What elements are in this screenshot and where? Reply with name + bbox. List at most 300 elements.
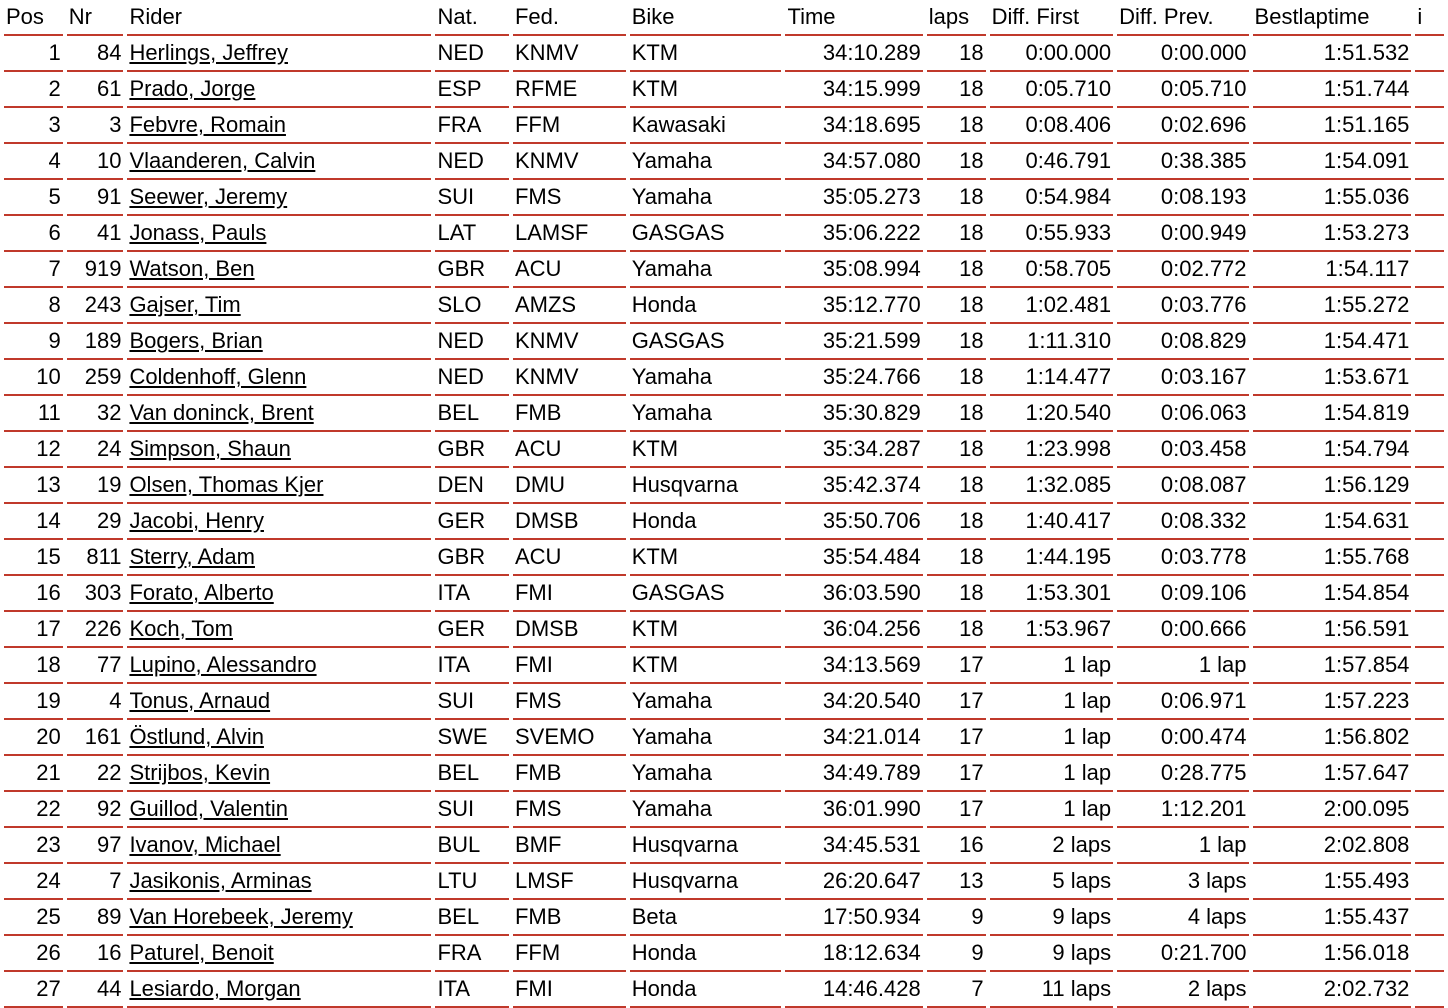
cell-nat: NED xyxy=(435,360,508,396)
header-laps: laps xyxy=(927,0,986,36)
cell-pos: 11 xyxy=(4,396,63,432)
cell-diff-first: 0:46.791 xyxy=(990,144,1114,180)
cell-rider xyxy=(127,252,431,288)
cell-time: 36:03.590 xyxy=(785,576,922,612)
cell-diff-first: 1 lap xyxy=(990,648,1114,684)
cell-rider xyxy=(127,72,431,108)
cell-fed: SVEMO xyxy=(513,720,626,756)
cell-extra xyxy=(1415,504,1444,540)
cell-nr: 77 xyxy=(67,648,124,684)
cell-bestlaptime: 1:56.018 xyxy=(1253,936,1412,972)
cell-diff-prev: 0:08.193 xyxy=(1117,180,1248,216)
cell-nr: 97 xyxy=(67,828,124,864)
table-row xyxy=(4,756,1444,792)
rider-link[interactable]: Jacobi, Henry xyxy=(129,508,264,533)
cell-diff-first: 1:53.967 xyxy=(990,612,1114,648)
cell-diff-prev: 1 lap xyxy=(1117,828,1248,864)
cell-diff-first: 5 laps xyxy=(990,864,1114,900)
cell-bestlaptime: 1:54.819 xyxy=(1253,396,1412,432)
cell-laps: 18 xyxy=(927,576,986,612)
table-row xyxy=(4,720,1444,756)
cell-fed: FFM xyxy=(513,936,626,972)
cell-diff-prev: 0:06.063 xyxy=(1117,396,1248,432)
cell-nr: 24 xyxy=(67,432,124,468)
cell-rider xyxy=(127,648,431,684)
table-header xyxy=(4,0,1444,36)
cell-nr: 19 xyxy=(67,468,124,504)
cell-rider xyxy=(127,468,431,504)
cell-extra xyxy=(1415,72,1444,108)
cell-rider xyxy=(127,828,431,864)
cell-rider xyxy=(127,36,431,72)
cell-bike: Yamaha xyxy=(630,792,782,828)
table-row xyxy=(4,432,1444,468)
cell-time: 35:54.484 xyxy=(785,540,922,576)
cell-diff-prev: 0:03.776 xyxy=(1117,288,1248,324)
cell-time: 35:12.770 xyxy=(785,288,922,324)
cell-diff-prev: 0:02.772 xyxy=(1117,252,1248,288)
cell-fed: LAMSF xyxy=(513,216,626,252)
cell-extra xyxy=(1415,252,1444,288)
cell-laps: 18 xyxy=(927,144,986,180)
rider-link[interactable]: Simpson, Shaun xyxy=(129,436,291,461)
cell-diff-first: 1:11.310 xyxy=(990,324,1114,360)
cell-bestlaptime: 1:55.036 xyxy=(1253,180,1412,216)
cell-nr: 259 xyxy=(67,360,124,396)
cell-nat: FRA xyxy=(435,936,508,972)
table-row xyxy=(4,72,1444,108)
cell-diff-prev: 0:28.775 xyxy=(1117,756,1248,792)
cell-nat: ITA xyxy=(435,576,508,612)
cell-laps: 18 xyxy=(927,216,986,252)
cell-pos: 14 xyxy=(4,504,63,540)
cell-extra xyxy=(1415,756,1444,792)
cell-diff-first: 0:08.406 xyxy=(990,108,1114,144)
cell-bike: Yamaha xyxy=(630,756,782,792)
table-row xyxy=(4,396,1444,432)
cell-extra xyxy=(1415,864,1444,900)
cell-pos: 1 xyxy=(4,36,63,72)
cell-laps: 7 xyxy=(927,972,986,1008)
cell-bestlaptime: 1:57.223 xyxy=(1253,684,1412,720)
cell-laps: 17 xyxy=(927,792,986,828)
cell-bike: Yamaha xyxy=(630,684,782,720)
cell-bike: Honda xyxy=(630,972,782,1008)
cell-bike: KTM xyxy=(630,72,782,108)
cell-bestlaptime: 1:55.272 xyxy=(1253,288,1412,324)
cell-pos: 18 xyxy=(4,648,63,684)
cell-nat: ITA xyxy=(435,972,508,1008)
cell-bike: Honda xyxy=(630,936,782,972)
cell-nat: GBR xyxy=(435,432,508,468)
cell-bike: GASGAS xyxy=(630,216,782,252)
table-row xyxy=(4,936,1444,972)
cell-pos: 2 xyxy=(4,72,63,108)
cell-nr: 10 xyxy=(67,144,124,180)
cell-laps: 16 xyxy=(927,828,986,864)
cell-nat: GER xyxy=(435,504,508,540)
cell-diff-prev: 0:00.000 xyxy=(1117,36,1248,72)
cell-time: 34:13.569 xyxy=(785,648,922,684)
rider-link[interactable]: Paturel, Benoit xyxy=(129,940,274,965)
cell-bestlaptime: 2:02.732 xyxy=(1253,972,1412,1008)
cell-nat: BEL xyxy=(435,900,508,936)
cell-pos: 10 xyxy=(4,360,63,396)
cell-diff-first: 1:53.301 xyxy=(990,576,1114,612)
cell-nat: FRA xyxy=(435,108,508,144)
table-row xyxy=(4,36,1444,72)
cell-nr: 32 xyxy=(67,396,124,432)
cell-bike: Kawasaki xyxy=(630,108,782,144)
table-body xyxy=(4,36,1444,1008)
cell-laps: 9 xyxy=(927,900,986,936)
cell-laps: 18 xyxy=(927,396,986,432)
rider-link[interactable]: Seewer, Jeremy xyxy=(129,184,288,209)
cell-diff-first: 1 lap xyxy=(990,792,1114,828)
cell-extra xyxy=(1415,36,1444,72)
cell-rider xyxy=(127,180,431,216)
cell-nr: 84 xyxy=(67,36,124,72)
cell-extra xyxy=(1415,792,1444,828)
cell-nr: 89 xyxy=(67,900,124,936)
cell-time: 34:57.080 xyxy=(785,144,922,180)
cell-extra xyxy=(1415,288,1444,324)
cell-extra xyxy=(1415,972,1444,1008)
cell-diff-prev: 0:38.385 xyxy=(1117,144,1248,180)
cell-rider xyxy=(127,720,431,756)
cell-rider xyxy=(127,360,431,396)
cell-nat: NED xyxy=(435,36,508,72)
table-row xyxy=(4,108,1444,144)
cell-extra xyxy=(1415,396,1444,432)
cell-diff-first: 9 laps xyxy=(990,900,1114,936)
cell-rider xyxy=(127,432,431,468)
cell-laps: 18 xyxy=(927,108,986,144)
cell-diff-prev: 0:00.474 xyxy=(1117,720,1248,756)
cell-nat: ESP xyxy=(435,72,508,108)
cell-nr: 919 xyxy=(67,252,124,288)
cell-diff-prev: 0:05.710 xyxy=(1117,72,1248,108)
cell-extra xyxy=(1415,468,1444,504)
rider-link[interactable]: Tonus, Arnaud xyxy=(129,688,271,713)
cell-nat: GBR xyxy=(435,540,508,576)
cell-rider xyxy=(127,288,431,324)
cell-diff-first: 0:00.000 xyxy=(990,36,1114,72)
rider-link[interactable]: Coldenhoff, Glenn xyxy=(129,364,307,389)
cell-diff-first: 1:32.085 xyxy=(990,468,1114,504)
cell-bike: Husqvarna xyxy=(630,828,782,864)
header-nat: Nat. xyxy=(435,0,508,36)
cell-rider xyxy=(127,936,431,972)
cell-nat: NED xyxy=(435,144,508,180)
cell-extra xyxy=(1415,216,1444,252)
header-diff-prev: Diff. Prev. xyxy=(1117,0,1248,36)
cell-laps: 18 xyxy=(927,360,986,396)
cell-fed: KNMV xyxy=(513,36,626,72)
rider-link[interactable]: Jasikonis, Arminas xyxy=(129,868,312,893)
cell-pos: 4 xyxy=(4,144,63,180)
cell-bestlaptime: 1:54.794 xyxy=(1253,432,1412,468)
cell-extra xyxy=(1415,828,1444,864)
header-pos: Pos xyxy=(4,0,63,36)
table-row xyxy=(4,468,1444,504)
cell-nr: 189 xyxy=(67,324,124,360)
cell-diff-prev: 0:02.696 xyxy=(1117,108,1248,144)
cell-bestlaptime: 1:51.165 xyxy=(1253,108,1412,144)
cell-nat: BEL xyxy=(435,396,508,432)
cell-bestlaptime: 1:54.471 xyxy=(1253,324,1412,360)
rider-link[interactable]: Koch, Tom xyxy=(129,616,233,641)
cell-rider xyxy=(127,684,431,720)
cell-pos: 26 xyxy=(4,936,63,972)
cell-extra xyxy=(1415,180,1444,216)
cell-nr: 22 xyxy=(67,756,124,792)
cell-rider xyxy=(127,792,431,828)
cell-pos: 3 xyxy=(4,108,63,144)
cell-extra xyxy=(1415,648,1444,684)
table-row xyxy=(4,252,1444,288)
cell-time: 36:04.256 xyxy=(785,612,922,648)
cell-fed: ACU xyxy=(513,432,626,468)
cell-pos: 7 xyxy=(4,252,63,288)
rider-link[interactable]: Östlund, Alvin xyxy=(129,724,264,749)
rider-link[interactable]: Vlaanderen, Calvin xyxy=(129,148,316,173)
cell-nr: 16 xyxy=(67,936,124,972)
cell-fed: FMB xyxy=(513,396,626,432)
cell-bestlaptime: 1:55.768 xyxy=(1253,540,1412,576)
cell-extra xyxy=(1415,540,1444,576)
cell-time: 35:08.994 xyxy=(785,252,922,288)
cell-diff-first: 1 lap xyxy=(990,720,1114,756)
cell-bestlaptime: 1:56.129 xyxy=(1253,468,1412,504)
cell-pos: 23 xyxy=(4,828,63,864)
cell-bestlaptime: 1:56.591 xyxy=(1253,612,1412,648)
cell-time: 14:46.428 xyxy=(785,972,922,1008)
table-row xyxy=(4,324,1444,360)
cell-laps: 13 xyxy=(927,864,986,900)
cell-nr: 44 xyxy=(67,972,124,1008)
cell-laps: 17 xyxy=(927,756,986,792)
cell-nat: DEN xyxy=(435,468,508,504)
cell-diff-prev: 0:00.949 xyxy=(1117,216,1248,252)
cell-laps: 18 xyxy=(927,612,986,648)
table-row xyxy=(4,504,1444,540)
cell-pos: 9 xyxy=(4,324,63,360)
cell-rider xyxy=(127,396,431,432)
cell-fed: FMS xyxy=(513,180,626,216)
cell-bestlaptime: 1:53.671 xyxy=(1253,360,1412,396)
cell-bestlaptime: 2:00.095 xyxy=(1253,792,1412,828)
cell-time: 34:21.014 xyxy=(785,720,922,756)
cell-fed: KNMV xyxy=(513,360,626,396)
cell-fed: RFME xyxy=(513,72,626,108)
cell-extra xyxy=(1415,684,1444,720)
rider-link[interactable]: Gajser, Tim xyxy=(129,292,241,317)
cell-diff-prev: 0:03.458 xyxy=(1117,432,1248,468)
cell-fed: FMI xyxy=(513,648,626,684)
cell-time: 26:20.647 xyxy=(785,864,922,900)
header-time: Time xyxy=(785,0,922,36)
cell-laps: 18 xyxy=(927,36,986,72)
cell-diff-prev: 0:00.666 xyxy=(1117,612,1248,648)
cell-rider xyxy=(127,576,431,612)
cell-nr: 811 xyxy=(67,540,124,576)
cell-nr: 3 xyxy=(67,108,124,144)
cell-fed: FMI xyxy=(513,972,626,1008)
cell-fed: FMI xyxy=(513,576,626,612)
table-row xyxy=(4,576,1444,612)
cell-rider xyxy=(127,144,431,180)
table-row xyxy=(4,864,1444,900)
cell-diff-prev: 1:12.201 xyxy=(1117,792,1248,828)
header-extra: i xyxy=(1415,0,1444,36)
cell-laps: 18 xyxy=(927,180,986,216)
cell-time: 35:50.706 xyxy=(785,504,922,540)
table-row xyxy=(4,972,1444,1008)
rider-link[interactable]: Lupino, Alessandro xyxy=(129,652,317,677)
cell-time: 35:34.287 xyxy=(785,432,922,468)
rider-link[interactable]: Ivanov, Michael xyxy=(129,832,281,857)
cell-time: 35:05.273 xyxy=(785,180,922,216)
cell-nat: SUI xyxy=(435,180,508,216)
cell-fed: AMZS xyxy=(513,288,626,324)
cell-laps: 18 xyxy=(927,324,986,360)
cell-pos: 17 xyxy=(4,612,63,648)
cell-time: 17:50.934 xyxy=(785,900,922,936)
cell-pos: 12 xyxy=(4,432,63,468)
cell-fed: FMS xyxy=(513,684,626,720)
rider-link[interactable]: Van Horebeek, Jeremy xyxy=(129,904,353,929)
cell-bestlaptime: 1:54.091 xyxy=(1253,144,1412,180)
cell-diff-first: 1:20.540 xyxy=(990,396,1114,432)
cell-pos: 19 xyxy=(4,684,63,720)
cell-bestlaptime: 1:54.854 xyxy=(1253,576,1412,612)
table-row xyxy=(4,540,1444,576)
cell-rider xyxy=(127,864,431,900)
header-bestlaptime: Bestlaptime xyxy=(1253,0,1412,36)
cell-nr: 7 xyxy=(67,864,124,900)
cell-bike: Yamaha xyxy=(630,360,782,396)
cell-time: 34:49.789 xyxy=(785,756,922,792)
rider-link[interactable]: Lesiardo, Morgan xyxy=(129,976,301,1001)
cell-bike: KTM xyxy=(630,648,782,684)
header-fed: Fed. xyxy=(513,0,626,36)
cell-bike: Beta xyxy=(630,900,782,936)
cell-laps: 17 xyxy=(927,648,986,684)
cell-nr: 61 xyxy=(67,72,124,108)
cell-bestlaptime: 1:55.493 xyxy=(1253,864,1412,900)
header-nr: Nr xyxy=(67,0,124,36)
cell-diff-first: 1:44.195 xyxy=(990,540,1114,576)
rider-link[interactable]: Herlings, Jeffrey xyxy=(129,40,288,65)
cell-bestlaptime: 2:02.808 xyxy=(1253,828,1412,864)
cell-rider xyxy=(127,972,431,1008)
cell-laps: 18 xyxy=(927,468,986,504)
cell-laps: 18 xyxy=(927,504,986,540)
cell-extra xyxy=(1415,936,1444,972)
cell-nr: 243 xyxy=(67,288,124,324)
cell-diff-first: 11 laps xyxy=(990,972,1114,1008)
rider-link[interactable]: Febvre, Romain xyxy=(129,112,286,137)
rider-link[interactable]: Prado, Jorge xyxy=(129,76,256,101)
cell-diff-prev: 0:21.700 xyxy=(1117,936,1248,972)
cell-time: 36:01.990 xyxy=(785,792,922,828)
cell-time: 35:06.222 xyxy=(785,216,922,252)
cell-laps: 18 xyxy=(927,432,986,468)
cell-diff-first: 1 lap xyxy=(990,684,1114,720)
rider-link[interactable]: Sterry, Adam xyxy=(129,544,255,569)
cell-bike: Yamaha xyxy=(630,252,782,288)
rider-link[interactable]: Forato, Alberto xyxy=(129,580,274,605)
cell-bike: Yamaha xyxy=(630,180,782,216)
cell-rider xyxy=(127,324,431,360)
cell-nat: GER xyxy=(435,612,508,648)
rider-link[interactable]: Strijbos, Kevin xyxy=(129,760,271,785)
cell-rider xyxy=(127,756,431,792)
cell-diff-prev: 0:08.829 xyxy=(1117,324,1248,360)
cell-laps: 17 xyxy=(927,684,986,720)
rider-link[interactable]: Van doninck, Brent xyxy=(129,400,314,425)
cell-rider xyxy=(127,216,431,252)
cell-bestlaptime: 1:57.647 xyxy=(1253,756,1412,792)
cell-laps: 9 xyxy=(927,936,986,972)
cell-pos: 13 xyxy=(4,468,63,504)
rider-link[interactable]: Jonass, Pauls xyxy=(129,220,267,245)
cell-bike: KTM xyxy=(630,612,782,648)
cell-time: 34:18.695 xyxy=(785,108,922,144)
cell-bestlaptime: 1:53.273 xyxy=(1253,216,1412,252)
cell-fed: ACU xyxy=(513,540,626,576)
cell-pos: 16 xyxy=(4,576,63,612)
cell-diff-prev: 0:08.087 xyxy=(1117,468,1248,504)
rider-link[interactable]: Olsen, Thomas Kjer xyxy=(129,472,324,497)
cell-time: 35:42.374 xyxy=(785,468,922,504)
cell-time: 18:12.634 xyxy=(785,936,922,972)
cell-nat: GBR xyxy=(435,252,508,288)
table-row xyxy=(4,648,1444,684)
cell-diff-first: 2 laps xyxy=(990,828,1114,864)
cell-pos: 21 xyxy=(4,756,63,792)
rider-link[interactable]: Bogers, Brian xyxy=(129,328,263,353)
cell-fed: BMF xyxy=(513,828,626,864)
cell-bike: Honda xyxy=(630,288,782,324)
rider-link[interactable]: Watson, Ben xyxy=(129,256,255,281)
cell-pos: 24 xyxy=(4,864,63,900)
header-rider: Rider xyxy=(127,0,431,36)
cell-nat: SUI xyxy=(435,792,508,828)
header-diff-first: Diff. First xyxy=(990,0,1114,36)
cell-diff-first: 0:55.933 xyxy=(990,216,1114,252)
header-row xyxy=(4,0,1444,36)
header-bike: Bike xyxy=(630,0,782,36)
cell-diff-first: 1:23.998 xyxy=(990,432,1114,468)
rider-link[interactable]: Guillod, Valentin xyxy=(129,796,289,821)
cell-laps: 18 xyxy=(927,72,986,108)
cell-bike: Husqvarna xyxy=(630,864,782,900)
table-row xyxy=(4,360,1444,396)
cell-nr: 91 xyxy=(67,180,124,216)
cell-nr: 92 xyxy=(67,792,124,828)
cell-bike: GASGAS xyxy=(630,576,782,612)
cell-extra xyxy=(1415,108,1444,144)
cell-fed: FMS xyxy=(513,792,626,828)
cell-diff-prev: 0:06.971 xyxy=(1117,684,1248,720)
cell-nat: SUI xyxy=(435,684,508,720)
cell-extra xyxy=(1415,576,1444,612)
cell-bestlaptime: 1:54.631 xyxy=(1253,504,1412,540)
cell-nr: 29 xyxy=(67,504,124,540)
cell-time: 34:20.540 xyxy=(785,684,922,720)
